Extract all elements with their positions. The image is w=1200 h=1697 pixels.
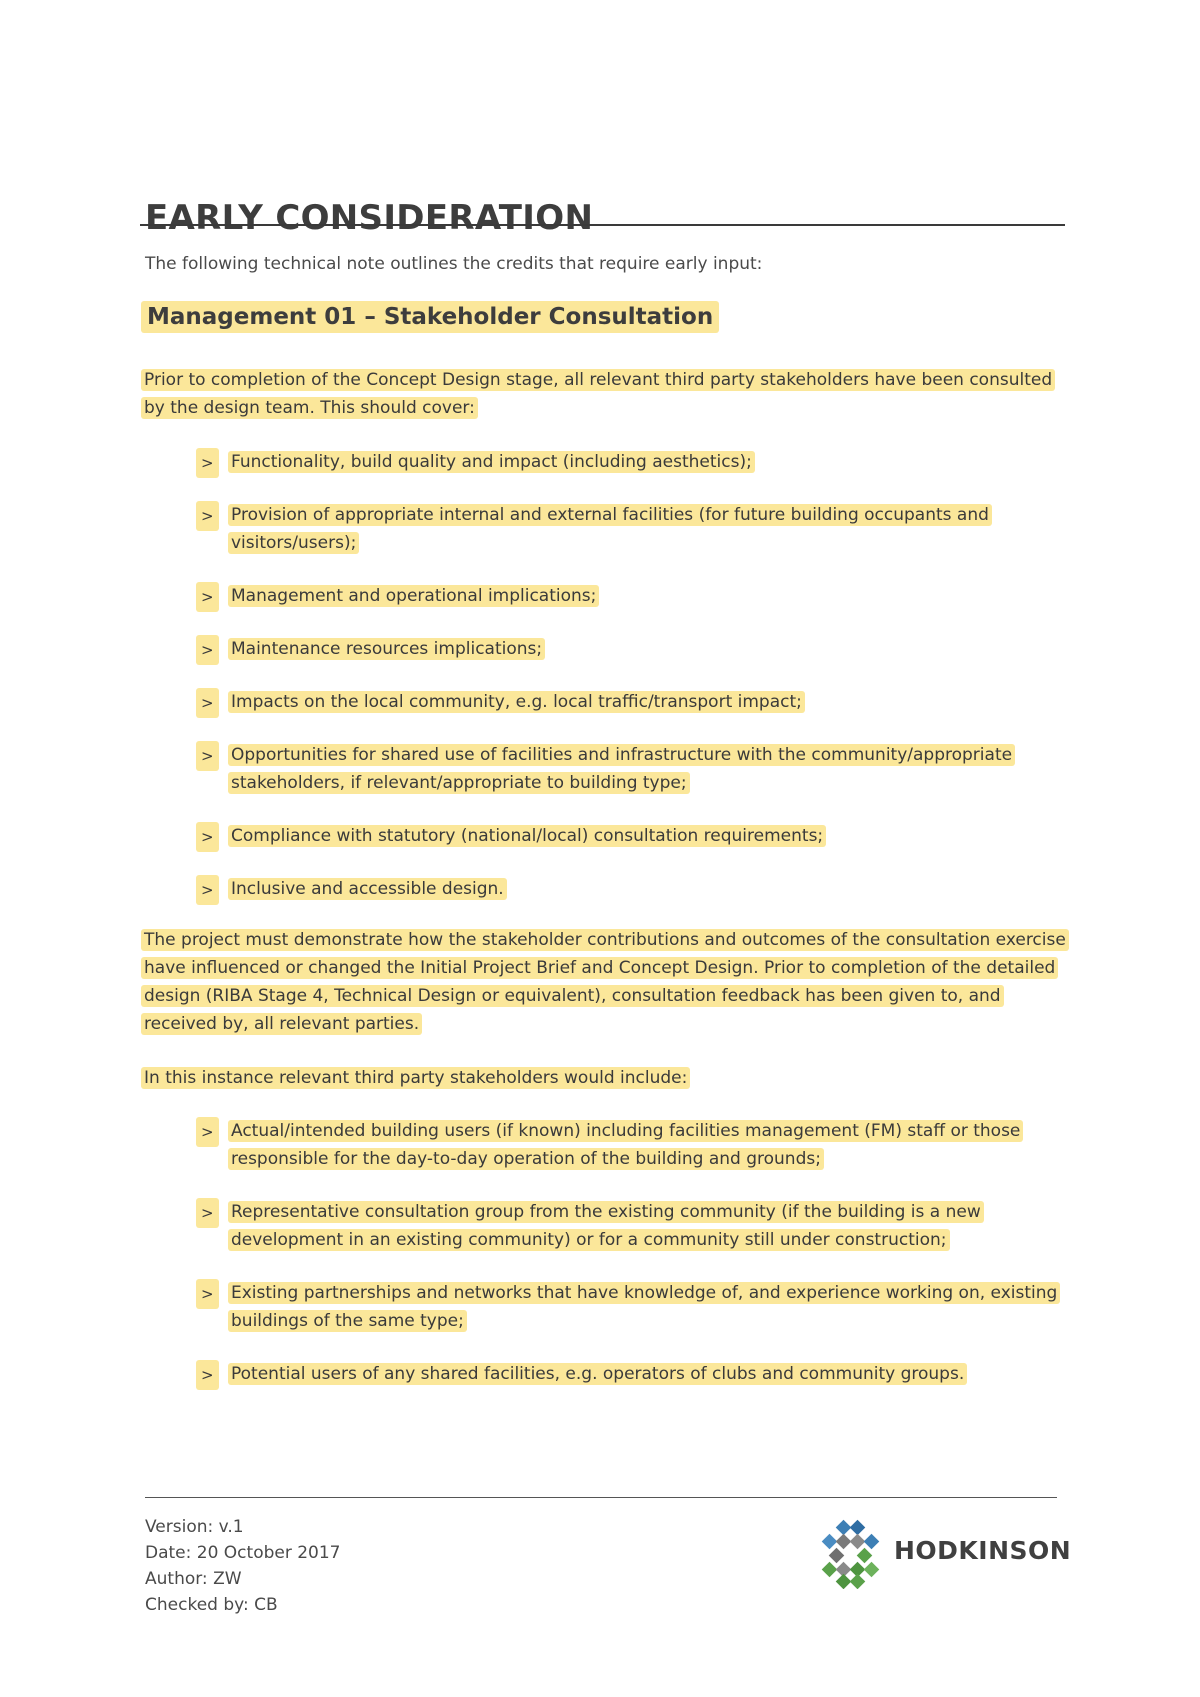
list-item-text: Representative consultation group from the existing community (if the building is a new development in an existing community) or for a community still under construction;: [228, 1201, 984, 1251]
list-item: [196, 1117, 1076, 1173]
logo-wordmark: HODKINSON: [894, 1536, 1072, 1565]
page-title: EARLY CONSIDERATION: [145, 197, 594, 238]
list-item: [196, 1198, 1076, 1254]
version-text: Version: v.1: [145, 1517, 244, 1537]
list-item: [196, 688, 1076, 716]
bullet-marker: >: [196, 448, 219, 478]
list-item-text: Provision of appropriate internal and external facilities (for future building occupants and visitors/users);: [228, 504, 992, 554]
list-item: [196, 822, 1076, 850]
list-item: [196, 1279, 1076, 1335]
paragraph-outcomes: [141, 926, 1071, 1038]
stakeholders-list: [196, 1117, 1076, 1388]
list-item: [196, 635, 1076, 663]
list-item-text: Maintenance resources implications;: [228, 638, 545, 660]
intro-text: The following technical note outlines the credits that require early input:: [145, 254, 763, 274]
bullet-marker: >: [196, 1360, 219, 1390]
section-heading: [141, 304, 719, 330]
paragraph-stakeholders-text: In this instance relevant third party stakeholders would include:: [141, 1067, 690, 1089]
paragraph-intro: [141, 366, 1071, 422]
bullet-marker: >: [196, 501, 219, 531]
date-text: Date: 20 October 2017: [145, 1543, 341, 1563]
author-text: Author: ZW: [145, 1569, 242, 1589]
paragraph-outcomes-text: The project must demonstrate how the stakeholder contributions and outcomes of the consultation exercise have influenced or changed the Initial Project Brief and Concept Design. Prior to completion of the detailed design (RIBA Stage 4, Technical Design or equivalent), consultation feedback has been given to, and received by, all relevant parties.: [141, 929, 1069, 1035]
list-item-text: Actual/intended building users (if known) including facilities management (FM) staff or those responsible for the day-to-day operation of the building and grounds;: [228, 1120, 1023, 1170]
list-item-text: Functionality, build quality and impact (including aesthetics);: [228, 451, 755, 473]
bullet-marker: >: [196, 1279, 219, 1309]
bullet-marker: >: [196, 1198, 219, 1228]
list-item: [196, 875, 1076, 903]
bullet-marker: >: [196, 741, 219, 771]
bullet-marker: >: [196, 875, 219, 905]
title-divider: [140, 224, 1065, 226]
consultation-topics-list: [196, 448, 1076, 903]
bullet-marker: >: [196, 635, 219, 665]
list-item-text: Impacts on the local community, e.g. local traffic/transport impact;: [228, 691, 805, 713]
paragraph-intro-text: Prior to completion of the Concept Design stage, all relevant third party stakeholders have been consulted by the design team. This should cover:: [141, 369, 1055, 419]
list-item-text: Compliance with statutory (national/local) consultation requirements;: [228, 825, 826, 847]
document-info: [145, 1514, 341, 1618]
list-item-text: Management and operational implications;: [228, 585, 599, 607]
list-item: [196, 501, 1076, 557]
bullet-marker: >: [196, 1117, 219, 1147]
bullet-marker: >: [196, 822, 219, 852]
list-item: [196, 1360, 1076, 1388]
list-item-text: Potential users of any shared facilities, e.g. operators of clubs and community groups.: [228, 1363, 967, 1385]
section-heading-text: Management 01 – Stakeholder Consultation: [141, 301, 719, 333]
paragraph-stakeholders: [141, 1064, 1071, 1092]
list-item: [196, 741, 1076, 797]
list-item: [196, 582, 1076, 610]
footer-divider: [145, 1497, 1057, 1498]
list-item-text: Inclusive and accessible design.: [228, 878, 507, 900]
checked-by-text: Checked by: CB: [145, 1595, 278, 1615]
bullet-marker: >: [196, 688, 219, 718]
list-item-text: Opportunities for shared use of facilities and infrastructure with the community/appropriate stakeholders, if relevant/appropriate to building type;: [228, 744, 1015, 794]
list-item: [196, 448, 1076, 476]
bullet-marker: >: [196, 582, 219, 612]
list-item-text: Existing partnerships and networks that have knowledge of, and experience working on, existing buildings of the same type;: [228, 1282, 1060, 1332]
